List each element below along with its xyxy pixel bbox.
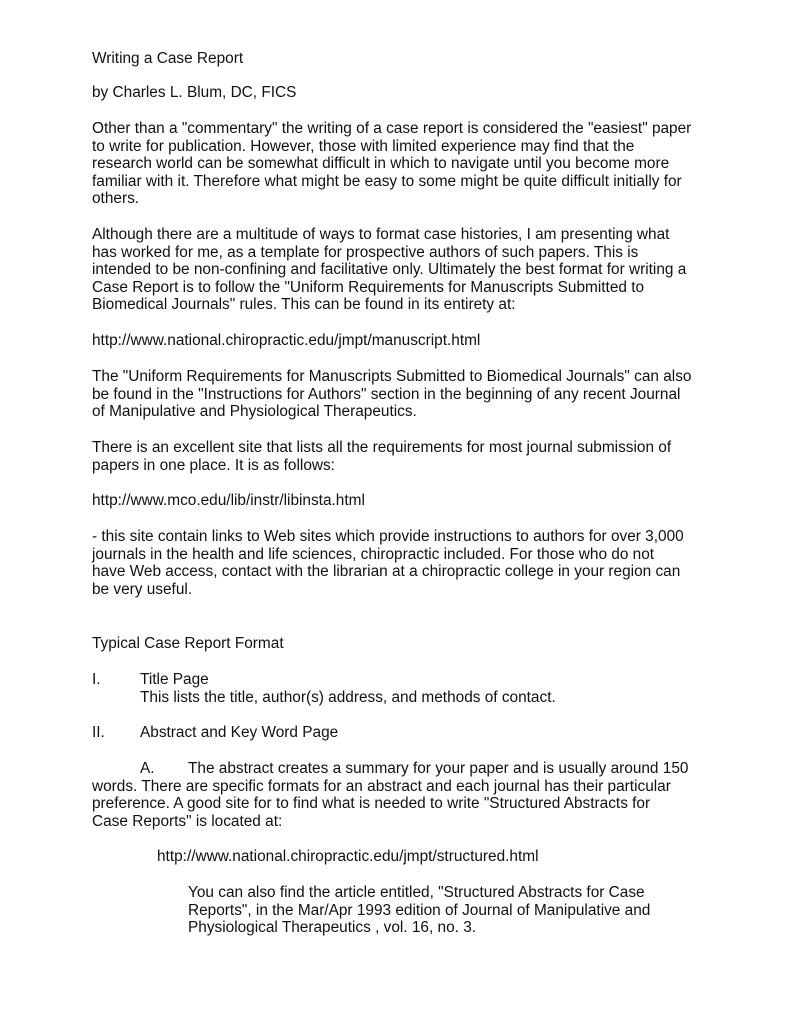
paragraph-line: others. bbox=[92, 190, 140, 207]
paragraph-line: familiar with it. Therefore what might be easy to some might be quite difficult initially for bbox=[92, 172, 682, 190]
paragraph-line: Biomedical Journals" rules. This can be found in its entirety at: bbox=[92, 296, 516, 313]
outline-numeral: I. bbox=[92, 671, 101, 688]
paragraph-line: papers in one place. It is as follows: bbox=[92, 456, 335, 474]
document-title: Writing a Case Report bbox=[92, 50, 244, 67]
paragraph-line: Other than a "commentary" the writing of a case report is considered the "easiest" paper bbox=[92, 120, 692, 137]
structured-url-link[interactable]: http://www.national.chiropractic.edu/jmpt/structured.html bbox=[157, 848, 539, 865]
paragraph-line: to write for publication. However, those with limited experience may find that the bbox=[92, 137, 635, 155]
paragraph-line: The "Uniform Requirements for Manuscripts Submitted to Biomedical Journals" can also bbox=[92, 368, 692, 385]
mco-url-link[interactable]: http://www.mco.edu/lib/instr/libinsta.html bbox=[92, 492, 365, 509]
paragraph-line: research world can be somewhat difficult in which to navigate until you become more bbox=[92, 155, 670, 172]
paragraph-line: Reports", in the Mar/Apr 1993 edition of Journal of Manipulative and bbox=[188, 901, 651, 919]
paragraph-line: You can also find the article entitled, "Structured Abstracts for Case bbox=[188, 884, 645, 901]
paragraph-line: Case Report is to follow the "Uniform Requirements for Manuscripts Submitted to bbox=[92, 278, 645, 296]
paragraph-line: be very useful. bbox=[92, 580, 193, 598]
paragraph-line: - this site contain links to Web sites which provide instructions to authors for over 3,000 bbox=[92, 528, 684, 545]
outline-numeral: II. bbox=[92, 724, 105, 741]
paragraph-line: of Manipulative and Physiological Therapeutics. bbox=[92, 403, 417, 420]
paragraph-line: have Web access, contact with the librarian at a chiropractic college in your region can bbox=[92, 563, 681, 580]
subitem-letter: A. bbox=[140, 760, 155, 777]
paragraph-line: There is an excellent site that lists all the requirements for most journal submission of bbox=[92, 439, 672, 456]
section-heading: Typical Case Report Format bbox=[92, 635, 284, 652]
paragraph-line: words. There are specific formats for an abstract and each journal has their particular bbox=[92, 777, 671, 795]
paragraph-line: preference. A good site for to find what is needed to write "Structured Abstracts for bbox=[92, 795, 651, 812]
outline-description: This lists the title, author(s) address, and methods of contact. bbox=[140, 688, 556, 706]
byline: by Charles L. Blum, DC, FICS bbox=[92, 84, 297, 101]
outline-heading: Title Page bbox=[140, 671, 209, 688]
paragraph-line: has worked for me, as a template for prospective authors of such papers. This is bbox=[92, 243, 639, 261]
paragraph-line: Case Reports" is located at: bbox=[92, 812, 283, 830]
manuscript-url-link[interactable]: http://www.national.chiropractic.edu/jmpt/manuscript.html bbox=[92, 332, 481, 349]
outline-heading: Abstract and Key Word Page bbox=[140, 724, 339, 741]
paragraph-line: The abstract creates a summary for your paper and is usually around 150 bbox=[188, 760, 689, 777]
paragraph-line: Although there are a multitude of ways to format case histories, I am presenting what bbox=[92, 226, 670, 243]
paragraph-line: intended to be non-confining and facilitative only. Ultimately the best format for writing a bbox=[92, 261, 687, 278]
paragraph-line: Physiological Therapeutics , vol. 16, no. 3. bbox=[188, 919, 477, 936]
paragraph-line: journals in the health and life sciences, chiropractic included. For those who do not bbox=[92, 545, 655, 563]
paragraph-line: be found in the "Instructions for Authors" section in the beginning of any recent Journal bbox=[92, 385, 681, 403]
